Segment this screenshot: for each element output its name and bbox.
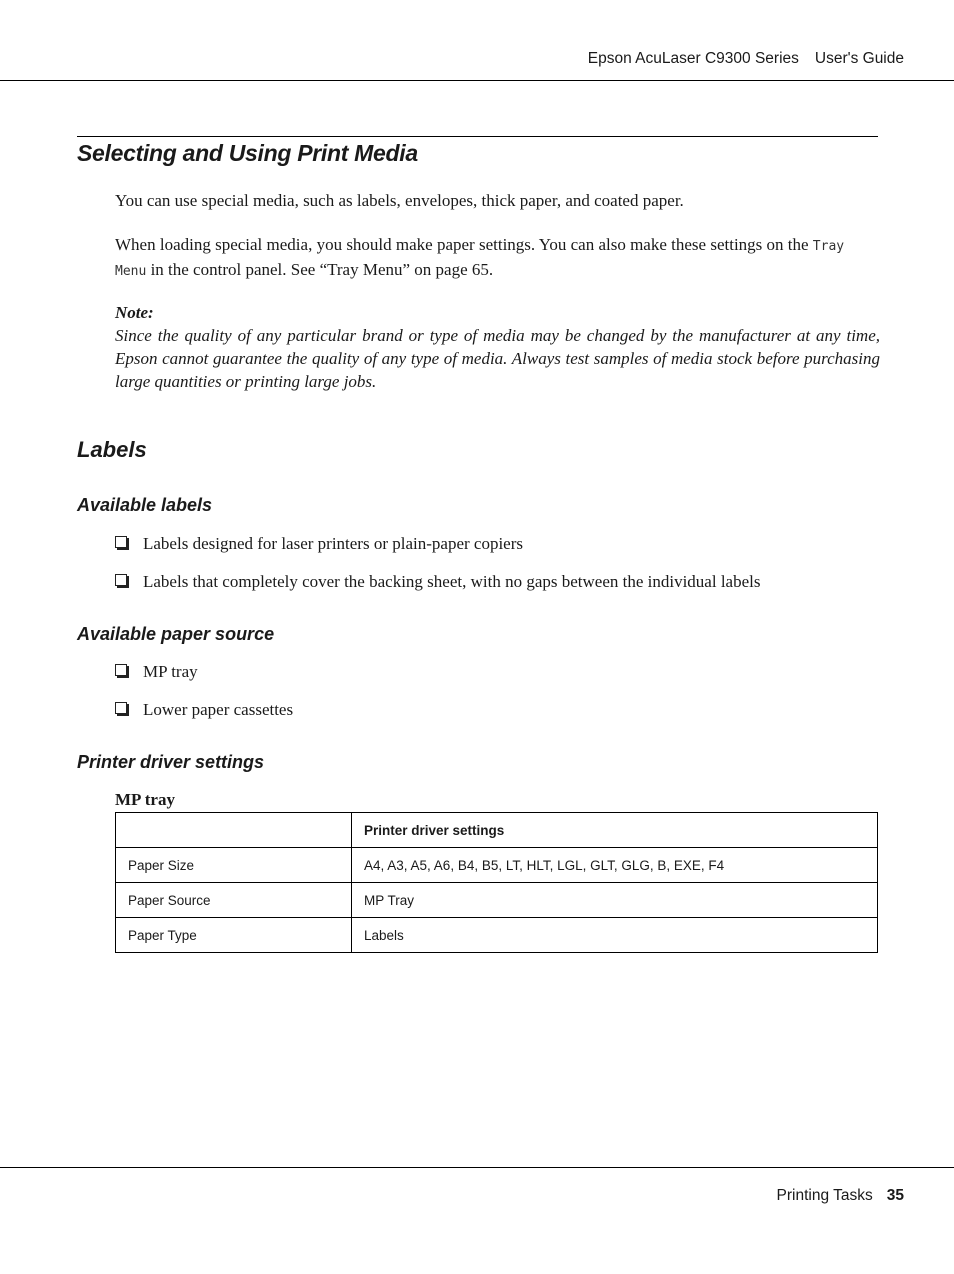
tray-menu-name: Tray Menu: [115, 239, 845, 279]
intro-paragraph: You can use special media, such as labels, envelopes, thick paper, and coated paper.: [115, 191, 684, 210]
table-cell: Paper Source: [116, 883, 352, 918]
table-row: [116, 848, 878, 883]
table-row: [116, 883, 878, 918]
list-item-text: Lower paper cassettes: [143, 700, 294, 719]
table-cell: Paper Size: [116, 848, 352, 883]
available-source-heading: Available paper source: [77, 624, 275, 644]
section-title: Selecting and Using Print Media: [77, 140, 418, 166]
table-header-cell: [116, 813, 352, 848]
list-item-text: Labels that completely cover the backing sheet, with no gaps between the individual labels: [143, 572, 761, 591]
header-rule: [0, 80, 954, 81]
list-item-text: MP tray: [143, 662, 198, 681]
table-row: [116, 918, 878, 953]
table-header-row: [116, 813, 878, 848]
checkbox-bullet-icon: [115, 664, 127, 676]
running-header: [588, 50, 904, 68]
checkbox-bullet-icon: [115, 702, 127, 714]
settings-text-before: When loading special media, you should make paper settings. You can also make these settings on the: [115, 235, 813, 254]
available-labels-heading: Available labels: [77, 495, 213, 515]
list-item: [115, 570, 760, 593]
checkbox-bullet-icon: [115, 574, 127, 586]
driver-settings-table: [115, 812, 878, 953]
list-item: [115, 660, 198, 683]
header-product: Epson AcuLaser C9300 Series: [587, 50, 799, 67]
table-caption: MP tray: [115, 790, 175, 809]
note-body: Since the quality of any particular brand or type of media may be changed by the manufacturer at any time, Epson cannot guarantee the quality of any type of media. Always test samples of media stock before purchasing large quantities or printing large jobs.: [115, 326, 880, 391]
list-item: [115, 698, 293, 721]
page-number: 35: [886, 1187, 904, 1204]
table-header-cell: Printer driver settings: [352, 813, 878, 848]
running-footer: [777, 1187, 904, 1205]
table-cell: MP Tray: [352, 883, 878, 918]
driver-settings-heading: Printer driver settings: [77, 752, 265, 772]
settings-paragraph: [115, 233, 880, 283]
table-cell: Paper Type: [116, 918, 352, 953]
checkbox-bullet-icon: [115, 536, 127, 548]
section-rule: [77, 136, 878, 137]
settings-text-after: in the control panel. See “Tray Menu” on page 65.: [146, 260, 494, 279]
labels-heading: Labels: [77, 437, 147, 462]
header-guide: User's Guide: [814, 50, 904, 67]
footer-chapter: Printing Tasks: [776, 1187, 873, 1204]
footer-rule: [0, 1167, 954, 1168]
table-cell: Labels: [352, 918, 878, 953]
list-item-text: Labels designed for laser printers or plain-paper copiers: [143, 534, 523, 553]
table-cell: A4, A3, A5, A6, B4, B5, LT, HLT, LGL, GLT, GLG, B, EXE, F4: [352, 848, 878, 883]
note-title: Note:: [115, 303, 154, 322]
list-item: [115, 532, 523, 555]
